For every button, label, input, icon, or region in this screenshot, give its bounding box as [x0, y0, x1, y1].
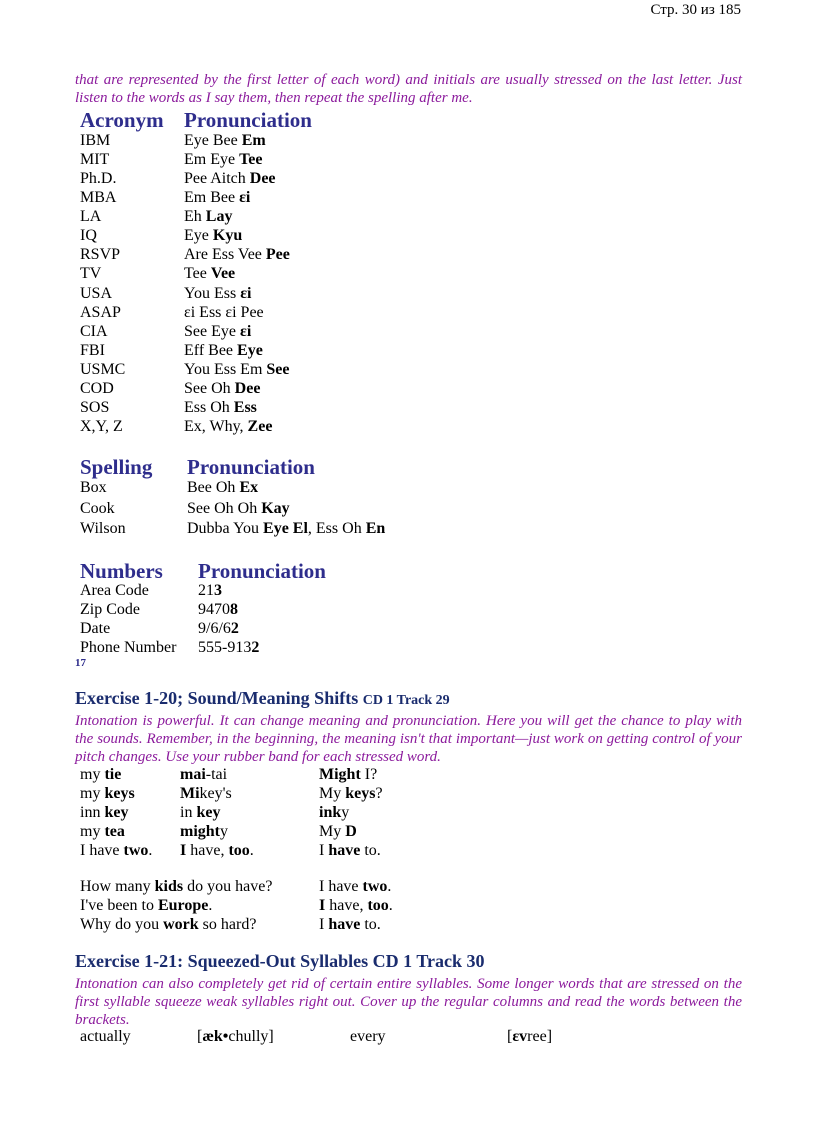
text-segment: FBI: [80, 341, 105, 359]
spelling-term: [80, 479, 107, 497]
text-segment: so hard?: [198, 916, 257, 933]
text-segment: Eye: [184, 227, 213, 245]
text-segment: Ph.D.: [80, 170, 117, 188]
text-segment: work: [163, 916, 199, 933]
text-segment: Em Bee: [184, 189, 240, 207]
text-segment: MIT: [80, 151, 110, 169]
text-segment: key's: [199, 785, 232, 802]
text-segment: 9470: [198, 601, 230, 618]
acronym-term: [80, 361, 125, 379]
acronym-term: [80, 265, 101, 283]
numbers-term: [80, 582, 149, 600]
acronym-pronunciation: [184, 227, 242, 245]
text-segment: ink: [319, 804, 342, 821]
text-segment: inn: [80, 804, 105, 821]
text-segment: IQ: [80, 227, 97, 245]
exercise-20-cell: [180, 804, 220, 822]
acronym-pronunciation: [184, 208, 232, 226]
acronym-pronunciation: [184, 151, 263, 169]
exercise-21-instructions: Intonation can also completely get rid of certain entire syllables. Some longer words that are stressed on the first syllable squeeze weak syllables right out. Cover up the regular columns and read the words between the brackets.: [75, 976, 742, 1028]
acronym-pronunciation: [184, 361, 290, 379]
acronym-pronunciation: [184, 246, 290, 264]
text-segment: Eye Bee: [184, 132, 242, 149]
text-segment: do you have?: [183, 878, 273, 895]
spelling-pronunciation: [187, 520, 385, 538]
text-segment: Tee: [239, 151, 263, 169]
text-segment: You Ess: [184, 284, 241, 302]
footnote-marker: 17: [75, 657, 86, 669]
text-segment: Dee: [249, 170, 276, 188]
text-segment: .: [387, 878, 392, 895]
text-segment: in: [180, 804, 197, 821]
exercise-20-cell: [319, 785, 383, 803]
exercise-20-cell: [319, 842, 381, 860]
text-segment: Dee: [234, 379, 261, 397]
text-segment: CIA: [80, 322, 108, 340]
acronym-pronunciation: [184, 342, 263, 360]
numbers-term: [80, 601, 140, 619]
text-segment: key: [196, 804, 221, 821]
text-segment: I have: [80, 842, 124, 859]
acronym-term: [80, 380, 114, 398]
text-segment: My: [319, 785, 346, 802]
numbers-pron-header: Pronunciation: [198, 559, 326, 583]
numbers-header: Numbers: [80, 559, 163, 583]
text-segment: Vee: [210, 265, 236, 283]
text-segment: ASAP: [80, 303, 121, 321]
text-segment: See Oh Oh: [187, 499, 262, 517]
exercise-20-title: [75, 688, 450, 709]
text-segment: εv: [512, 1028, 528, 1045]
text-segment: I: [319, 897, 326, 914]
text-segment: .: [148, 842, 153, 859]
text-segment: I?: [360, 766, 378, 783]
acronym-pronunciation: [184, 170, 276, 188]
acronym-term: [80, 399, 109, 417]
text-segment: How many: [80, 878, 155, 895]
exercise-20-cell: [80, 766, 121, 784]
text-segment: See Eye: [184, 322, 240, 340]
text-segment: I've been to: [80, 897, 158, 914]
text-segment: I: [319, 916, 329, 933]
text-segment: ?: [375, 785, 383, 802]
exercise-20-title-text: Exercise 1-20; Sound/Meaning Shifts: [75, 688, 363, 708]
exercise-20-question: [80, 897, 212, 915]
exercise-20-cell: [180, 766, 227, 784]
spelling-pron-header: Pronunciation: [187, 455, 315, 479]
acronym-term: [80, 246, 120, 264]
exercise-20-cell: [180, 785, 232, 803]
text-segment: -tai: [205, 766, 228, 783]
acronym-pronunciation: [184, 380, 260, 398]
text-segment: See: [266, 360, 290, 378]
acronym-term: [80, 151, 109, 169]
text-segment: 9/6/6: [198, 620, 231, 637]
text-segment: actually: [80, 1028, 131, 1045]
text-segment: ree]: [527, 1028, 553, 1045]
text-segment: too: [228, 842, 250, 859]
acronym-term: [80, 342, 105, 360]
text-segment: 8: [230, 601, 238, 618]
acronym-term: [80, 227, 97, 245]
exercise-20-cell: [319, 766, 377, 784]
acronym-term: [80, 132, 110, 150]
text-segment: mai: [180, 766, 206, 783]
text-segment: 2: [230, 620, 239, 637]
spelling-header: Spelling: [80, 455, 153, 479]
acronym-term: [80, 323, 108, 341]
acronym-pronunciation: [184, 418, 272, 436]
numbers-term: [80, 620, 110, 638]
exercise-20-question: [80, 878, 272, 896]
acronym-pronunciation: [184, 304, 264, 322]
exercise-20-cell: [319, 823, 357, 841]
text-segment: Em Eye: [184, 151, 240, 169]
acronym-pronunciation: [184, 323, 251, 341]
acronym-pronunciation: [184, 132, 266, 150]
text-segment: εi: [240, 284, 252, 302]
text-segment: Box: [80, 479, 107, 496]
text-segment: Europe: [157, 897, 209, 914]
text-segment: key: [104, 804, 129, 821]
acronym-term: [80, 189, 116, 207]
exercise-20-answer: [319, 897, 393, 915]
text-segment: RSVP: [80, 246, 121, 264]
text-segment: two: [362, 878, 388, 895]
text-segment: 21: [198, 582, 214, 599]
text-segment: Wilson: [80, 520, 126, 537]
text-segment: [: [507, 1028, 513, 1045]
text-segment: My: [319, 823, 346, 840]
text-segment: my: [80, 766, 105, 783]
acronym-term: [80, 285, 112, 303]
exercise-20-instructions: Intonation is powerful. It can change meaning and pronunciation. Here you will get the chance to play with the sounds. Remember, in the beginning, the meaning isn't that important—just work on getting control of your pitch changes. Use your rubber band for each stressed word.: [75, 713, 742, 765]
text-segment: to.: [360, 916, 381, 933]
numbers-term: [80, 639, 176, 657]
text-segment: Tee: [184, 265, 211, 283]
text-segment: have,: [325, 897, 368, 914]
text-segment: Mi: [180, 785, 200, 802]
spelling-pronunciation: [187, 479, 258, 497]
text-segment: Bee Oh: [187, 479, 240, 496]
text-segment: every: [350, 1028, 386, 1045]
exercise-20-question: [80, 916, 256, 934]
text-segment: my: [80, 785, 105, 802]
text-segment: SOS: [80, 398, 110, 416]
text-segment: 555-913: [198, 639, 252, 656]
text-segment: kids: [154, 878, 184, 895]
text-segment: have: [328, 842, 361, 859]
text-segment: USA: [80, 284, 113, 302]
numbers-pronunciation: [198, 582, 222, 600]
text-segment: εi Ess εi Pee: [184, 303, 264, 321]
text-segment: εi: [239, 189, 251, 207]
text-segment: Phone Number: [80, 639, 177, 656]
text-segment: tea: [104, 823, 125, 840]
text-segment: See Oh: [184, 379, 235, 397]
text-segment: Kyu: [212, 227, 243, 245]
text-segment: Why do you: [80, 916, 164, 933]
exercise-21-cell: [507, 1028, 552, 1046]
exercise-20-cell: [319, 804, 349, 822]
text-segment: I: [319, 842, 329, 859]
acronym-pron-header: Pronunciation: [184, 108, 312, 132]
page-number: Стр. 30 из 185: [650, 2, 741, 18]
exercise-20-cell: [80, 823, 125, 841]
numbers-pronunciation: [198, 601, 238, 619]
exercise-20-cell: [80, 785, 135, 803]
text-segment: y: [220, 823, 228, 840]
text-segment: Dubba You: [187, 520, 264, 537]
text-segment: might: [180, 823, 220, 840]
exercise-20-answer: [319, 878, 391, 896]
text-segment: 3: [214, 582, 222, 599]
text-segment: I have: [319, 878, 363, 895]
text-segment: Ess Oh: [184, 398, 234, 416]
spelling-term: [80, 520, 126, 538]
acronym-term: [80, 208, 101, 226]
text-segment: Kay: [261, 499, 290, 517]
text-segment: LA: [80, 208, 102, 226]
text-segment: Eye: [237, 341, 263, 359]
exercise-20-cell: [180, 823, 228, 841]
spelling-term: [80, 500, 115, 518]
text-segment: D: [345, 823, 357, 840]
text-segment: .: [388, 897, 393, 914]
text-segment: have,: [186, 842, 229, 859]
text-segment: Date: [80, 620, 111, 637]
text-segment: Are Ess Vee: [184, 246, 266, 264]
numbers-pronunciation: [198, 620, 239, 638]
text-segment: have: [328, 916, 361, 933]
text-segment: Zee: [247, 418, 273, 436]
text-segment: , Ess Oh: [307, 520, 366, 537]
text-segment: Eye El: [263, 520, 308, 537]
exercise-20-cell: [80, 842, 152, 860]
text-segment: Zip Code: [80, 601, 140, 618]
text-segment: εi: [239, 322, 252, 340]
text-segment: [: [197, 1028, 203, 1045]
text-segment: keys: [104, 785, 135, 802]
text-segment: chully]: [228, 1028, 274, 1045]
exercise-21-cell: [80, 1028, 131, 1046]
acronym-term: [80, 304, 121, 322]
text-segment: You Ess Em: [184, 360, 267, 378]
text-segment: Ess: [233, 398, 257, 416]
text-segment: Pee Aitch: [184, 170, 250, 188]
acronym-pronunciation: [184, 265, 235, 283]
text-segment: Cook: [80, 499, 115, 517]
acronym-header: Acronym: [80, 108, 164, 132]
text-segment: Eh: [184, 208, 206, 226]
acronym-term: [80, 170, 116, 188]
text-segment: æk•: [202, 1028, 229, 1045]
text-segment: 2: [251, 639, 260, 656]
exercise-20-answer: [319, 916, 381, 934]
text-segment: too: [367, 897, 389, 914]
text-segment: .: [208, 897, 213, 914]
text-segment: .: [249, 842, 254, 859]
text-segment: X,Y, Z: [80, 418, 123, 436]
text-segment: MBA: [80, 189, 117, 207]
exercise-21-title: Exercise 1-21: Squeezed-Out Syllables CD 1 Track 30: [75, 951, 485, 971]
intro-text: that are represented by the first letter of each word) and initials are usually stressed on the last letter. Just listen to the words as I say them, then repeat the spelling after me.: [75, 72, 742, 106]
text-segment: keys: [345, 785, 376, 802]
exercise-21-cell: [350, 1028, 386, 1046]
acronym-pronunciation: [184, 285, 251, 303]
text-segment: Eff Bee: [184, 341, 238, 359]
acronym-pronunciation: [184, 399, 257, 417]
text-segment: En: [365, 520, 386, 537]
text-segment: Em: [241, 132, 266, 149]
text-segment: Might: [319, 766, 361, 783]
text-segment: Ex: [239, 479, 259, 496]
text-segment: tie: [104, 766, 122, 783]
text-segment: USMC: [80, 360, 126, 378]
exercise-20-track: CD 1 Track 29: [362, 693, 450, 708]
acronym-pronunciation: [184, 189, 250, 207]
text-segment: Pee: [265, 246, 290, 264]
text-segment: Lay: [205, 208, 233, 226]
exercise-20-cell: [180, 842, 254, 860]
text-segment: Area Code: [80, 582, 149, 599]
text-segment: my: [80, 823, 105, 840]
text-segment: TV: [80, 265, 102, 283]
spelling-pronunciation: [187, 500, 290, 518]
text-segment: I: [180, 842, 187, 859]
numbers-pronunciation: [198, 639, 259, 657]
text-segment: IBM: [80, 132, 111, 149]
exercise-21-cell: [197, 1028, 274, 1046]
text-segment: COD: [80, 379, 114, 397]
exercise-20-cell: [80, 804, 128, 822]
text-segment: to.: [360, 842, 381, 859]
acronym-term: [80, 418, 123, 436]
text-segment: Ex, Why,: [184, 418, 248, 436]
text-segment: y: [341, 804, 350, 821]
text-segment: two: [123, 842, 149, 859]
